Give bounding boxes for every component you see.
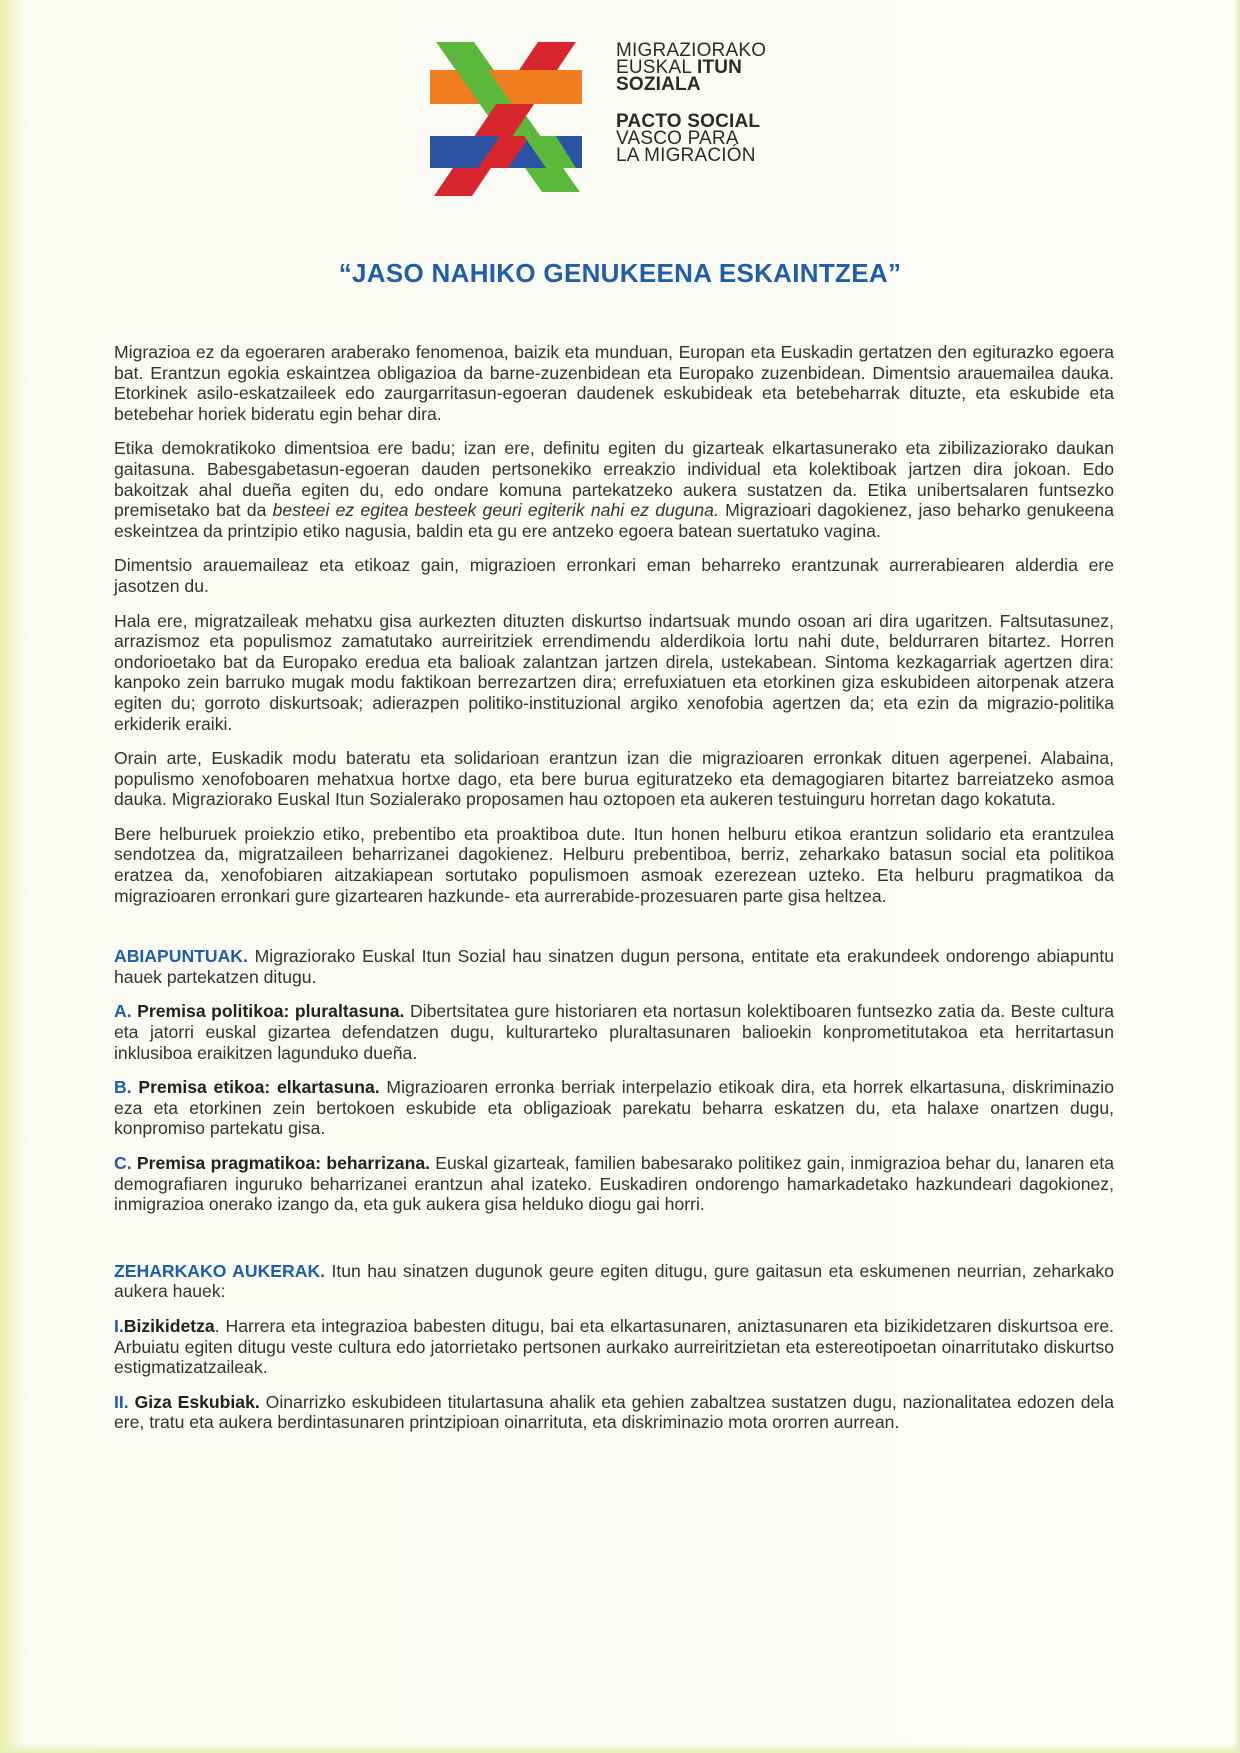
intro-paragraph-6: Bere helburuek proiekzio etiko, prebentibo eta proaktiboa dute. Itun honen helburu etikoa erantzun solidario eta erantzulea sendotzea da, migratzaileen beharrizanei dagokienez. Helburu prebentiboa, berriz, zeharkako batasun social eta politikoa eratzea da, xenofobiaren aitzakiapean sortutako populismoen asmoak ezerezean uzteko. Eta helburu pragmatikoa da migrazioaren erronkari gure gizartearen hazkunde- eta aurrerabide-prozesuaren parte gisa heltzea. xyxy=(114,823,1114,906)
premise-a-title: Premisa politikoa: pluraltasuna. xyxy=(131,1001,405,1022)
aukera-ii-text: Oinarrizko eskubideen titulartasuna ahalik eta gehien zabaltzea sustatzen dugu, nazionalitatea edozen dela ere, tratu eta aukera berdintasunaren printzipioan oinarrituta, eta diskriminazio mota ororren aurrean. xyxy=(114,1391,1114,1433)
zeharkako-text: Itun hau sinatzen dugunok geure egiten ditugu, gure gaitasun eta eskumenen neurrian, zeharkako aukera hauek: xyxy=(114,1260,1114,1302)
logo-line-1: MIGRAZIORAKO xyxy=(616,40,767,61)
logo-line-5: VASCO PARA xyxy=(616,128,739,149)
intro-paragraph-2 xyxy=(114,438,1114,541)
aukera-i-number: I. xyxy=(114,1315,124,1336)
logo-line-3-text: SOZIALA xyxy=(616,74,701,95)
aukera-ii-title: Giza Eskubiak. xyxy=(128,1391,260,1412)
premise-b xyxy=(114,1077,1114,1139)
page-bottom-shadow xyxy=(0,1743,1240,1753)
premise-a xyxy=(114,1001,1114,1063)
intro-p2-part-b: Migrazioari dagokienez, jaso beharko genukeena eskeintzea da printzipio etiko nagusia, baldin eta gu ere antzeko egoera batean suertatuko vagina. xyxy=(114,500,1114,541)
premise-c-letter: C. xyxy=(114,1153,132,1173)
premise-b-letter: B. xyxy=(114,1077,132,1098)
intro-p2-part-a: Etika demokratikoko dimentsioa ere badu; izan ere, definitu egiten du gizarteak elkartasunerako eta zibilizaziorako daukan gaitasuna. Babesgabetasun-egoeran dauden pertsonekiko erreakzio individual eta kolektiboak jartzen dira jokoan. Edo bakoitzak ahal dueña egiten du, edo ondare komuna partekatzeko aukera sustatzen da. Etika unibertsalaren funtsezko premisetako bat da xyxy=(114,438,1114,521)
zeharkako-intro xyxy=(114,1261,1114,1302)
aukera-i xyxy=(114,1316,1114,1378)
abiapuntuak-text: Migraziorako Euskal Itun Sozial hau sinatzen dugun persona, entitate eta erakundeek ondorengo abiapuntu hauek partekatzen ditugu. xyxy=(114,946,1114,987)
logo-line-6: LA MIGRACIÓN xyxy=(616,145,756,166)
abiapuntuak-intro xyxy=(114,946,1114,987)
document-body xyxy=(114,342,1114,1447)
zeharkako-heading: ZEHARKAKO AUKERAK. xyxy=(114,1260,326,1281)
logo-line-2a: EUSKAL xyxy=(616,57,697,78)
premise-b-text: Migrazioaren erronka berriak interpelazio etikoak dira, eta horrek elkartasuna, diskriminazio eza eta etorkinen zein bertokoen eskubide eta obligazioak parekatu beharra eskatzen du, eta halaxe onartzen dugu, konpromiso partekatu gisa. xyxy=(114,1077,1114,1139)
premise-a-letter: A. xyxy=(114,1001,132,1022)
premise-c-text: Euskal gizarteak, familien babesarako politikez gain, inmigrazioa behar du, lanaren eta demografiaren inguruko beharrizanei erantzun ahal izateko. Euskadiren ondorengo hamarkadetako hazkundeari dagokionez, inmigrazioa onerako izango da, eta guk aukera gisa helduko diogu gai horri. xyxy=(114,1153,1114,1215)
document-title: “JASO NAHIKO GENUKEENA ESKAINTZEA” xyxy=(338,258,902,288)
abiapuntuak-heading: ABIAPUNTUAK. xyxy=(114,946,248,967)
intro-paragraph-1: Migrazioa ez da egoeraren araberako fenomenoa, baizik eta munduan, Europan eta Euskadin gertatzen den egiturazko egoera bat. Erantzun egokia eskaintzea obligazioa da barne-zuzenbidean eta Europako zuzenbidean. Dimentsio arauemailea dauka. Etorkinek asilo-eskatzaileek edo zaurgarritasun-egoeran daudenek eskubideak eta betebeharrak dituzte, eta eskubide eta betebehar horiek bideratu egin behar dira. xyxy=(114,342,1114,424)
logo-line-3 xyxy=(616,76,766,93)
aukera-ii xyxy=(114,1392,1114,1433)
intro-p2-italic: besteei ez egitea besteek geuri egiterik nahi ez duguna. xyxy=(272,500,719,521)
premise-c-title: Premisa pragmatikoa: beharrizana. xyxy=(131,1153,431,1173)
logo-line-2b: ITUN xyxy=(696,57,743,78)
premise-c xyxy=(114,1153,1114,1215)
premise-b-title: Premisa etikoa: elkartasuna. xyxy=(131,1077,380,1098)
intro-paragraph-3: Dimentsio arauemaileaz eta etikoaz gain, migrazioen erronkari eman beharreko erantzunak aurrerabiearen alderdia ere jasotzen du. xyxy=(114,555,1114,596)
intro-paragraph-5: Orain arte, Euskadik modu bateratu eta solidarioan erantzun izan die migrazioaren erronkak dituen agerpenei. Alabaina, populismo xenofoboaren mehatxua hortxe dago, eta bere burua egituratzeko eta demagogiaren bitartez barreiatzeko asmoa dauka. Migraziorako Euskal Itun Sozialerako proposamen hau oztopoen eta aukeren testuinguru horretan dago kokatuta. xyxy=(114,748,1114,810)
premise-a-text: Dibertsitatea gure historiaren eta nortasun kolektiboaren funtsezko zatia da. Beste cultura eta jatorri euskal gizartea defendatzen dugu, kulturarteko pluraltasunaren balioekin konprometitutakoa eta herritartasun inklusiboa eraikitzen lagunduko dueña. xyxy=(114,1001,1114,1063)
aukera-ii-number: II. xyxy=(114,1391,129,1412)
pact-logo-mark xyxy=(430,42,582,196)
logo-wordmark xyxy=(616,42,766,164)
intro-paragraph-4: Hala ere, migratzaileak mehatxu gisa aurkezten dituzten diskurtso indartsuak mundo osoan ari dira ugaritzen. Faltsutasunez, arrazismoz eta populismoz zamatutako aurreiritziek errendimendu alderdikoia lortu nahi dute, beldurraren bitartez. Horren ondorioetako bat da Europako eredua eta balioak zalantzan jartzen direla, ustekabean. Sintoma kezkagarriak agertzen dira: kanpoko zein barruko mugak modu faktikoan berrezartzen dira; errefuxiatuen eta etorkinen giza eskubideen aitorpenak atzera egiten du; gorroto diskurtsoak; adierazpen politiko-instituzional argiko xenofobia agertzen da; eta ezin da migrazio-politika erkiderik eraiki. xyxy=(114,610,1114,734)
aukera-i-text: . Harrera eta integrazioa babesten ditugu, bai eta elkartasunaren, aniztasunaren eta bizikidetzaren diskurtsoa ere. Arbuiatu egiten ditugu veste cultura edo jatorrietako pertsonen aurkako aurreiritzietan eta estereotipoetan oinarritutako diskurtso estigmatizatzaileak. xyxy=(114,1315,1114,1378)
logo-line-4-text: PACTO SOCIAL xyxy=(616,111,761,132)
aukera-i-title: Bizikidetza xyxy=(123,1315,215,1336)
